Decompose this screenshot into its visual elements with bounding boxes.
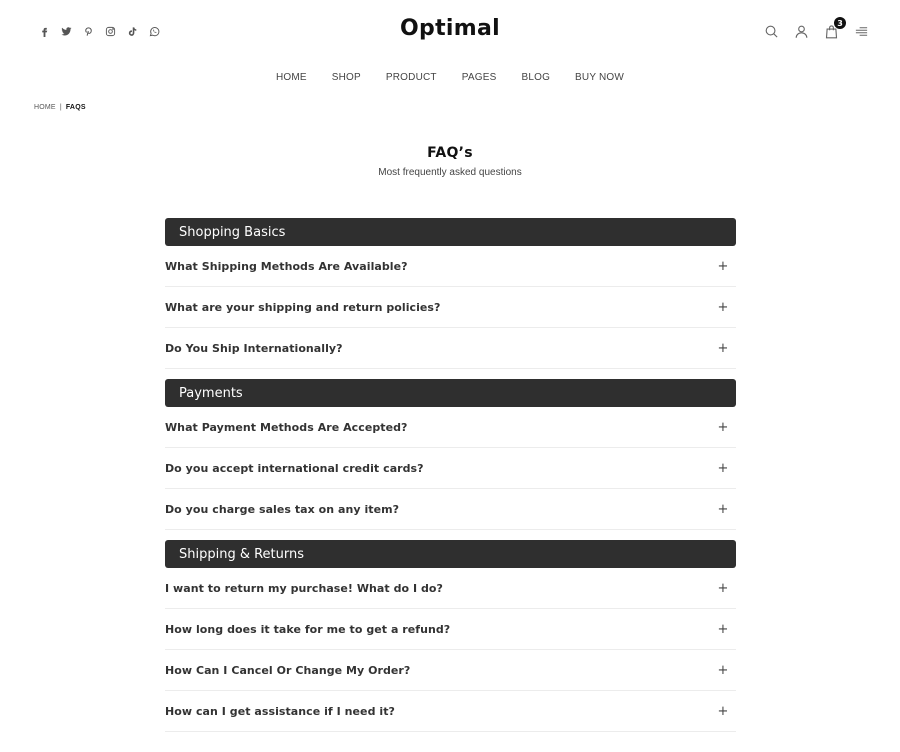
- faq-item[interactable]: [165, 246, 736, 287]
- faq-section-title: Payments: [165, 379, 736, 407]
- faq-question: Do You Ship Internationally?: [165, 341, 343, 355]
- faq-section-payments: [165, 379, 736, 530]
- breadcrumb-home[interactable]: HOME: [34, 104, 56, 111]
- faq-question: Do you accept international credit cards?: [165, 461, 424, 475]
- faq-question: Do you charge sales tax on any item?: [165, 502, 400, 516]
- faq-question: How can I get assistance if I need it?: [165, 704, 395, 718]
- plus-icon[interactable]: +: [717, 419, 729, 435]
- faq-question: What Shipping Methods Are Available?: [165, 259, 408, 273]
- plus-icon[interactable]: +: [717, 258, 729, 274]
- page-heading: [0, 145, 900, 178]
- nav-item-product[interactable]: PRODUCT: [385, 72, 437, 83]
- site-logo[interactable]: Optimal: [400, 16, 500, 41]
- nav-item-pages[interactable]: PAGES: [461, 72, 497, 83]
- cart-count-badge: 3: [834, 17, 846, 29]
- faq-question: I want to return my purchase! What do I do?: [165, 581, 443, 595]
- faq-item[interactable]: [165, 407, 736, 448]
- page-title: FAQ’s: [427, 145, 473, 161]
- plus-icon[interactable]: +: [717, 299, 729, 315]
- faq-question: What are your shipping and return policies?: [165, 300, 441, 314]
- page-subtitle: Most frequently asked questions: [378, 167, 522, 178]
- nav-item-buy-now[interactable]: BUY NOW: [575, 72, 625, 83]
- plus-icon[interactable]: +: [717, 340, 729, 356]
- breadcrumb-current: FAQS: [65, 104, 86, 111]
- search-icon[interactable]: [762, 22, 780, 40]
- faq-item[interactable]: [165, 691, 736, 732]
- plus-icon[interactable]: +: [717, 580, 729, 596]
- header-actions: [762, 18, 870, 40]
- faq-section-shipping-returns: [165, 540, 736, 732]
- faq-item[interactable]: [165, 328, 736, 369]
- faq-item[interactable]: [165, 287, 736, 328]
- faq-list: [165, 218, 736, 742]
- nav-item-home[interactable]: HOME: [275, 72, 307, 83]
- faq-question: What Payment Methods Are Accepted?: [165, 420, 408, 434]
- faq-section-title: Shipping & Returns: [165, 540, 736, 568]
- faq-question: How long does it take for me to get a refund?: [165, 622, 451, 636]
- faq-item[interactable]: [165, 448, 736, 489]
- faq-item[interactable]: [165, 568, 736, 609]
- faq-question: How Can I Cancel Or Change My Order?: [165, 663, 411, 677]
- breadcrumb: [34, 104, 86, 111]
- menu-icon[interactable]: [852, 22, 870, 40]
- plus-icon[interactable]: +: [717, 662, 729, 678]
- faq-section-shopping-basics: [165, 218, 736, 369]
- breadcrumb-separator: |: [59, 104, 62, 111]
- plus-icon[interactable]: +: [717, 703, 729, 719]
- faq-item[interactable]: [165, 489, 736, 530]
- site-header: [0, 0, 900, 62]
- plus-icon[interactable]: +: [717, 621, 729, 637]
- faq-item[interactable]: [165, 650, 736, 691]
- plus-icon[interactable]: +: [717, 460, 729, 476]
- cart-icon[interactable]: [822, 18, 843, 40]
- faq-section-title: Shopping Basics: [165, 218, 736, 246]
- nav-item-blog[interactable]: BLOG: [521, 72, 551, 83]
- account-icon[interactable]: [792, 22, 810, 40]
- main-navigation: [0, 72, 900, 83]
- faq-item[interactable]: [165, 609, 736, 650]
- plus-icon[interactable]: +: [717, 501, 729, 517]
- nav-item-shop[interactable]: SHOP: [331, 72, 361, 83]
